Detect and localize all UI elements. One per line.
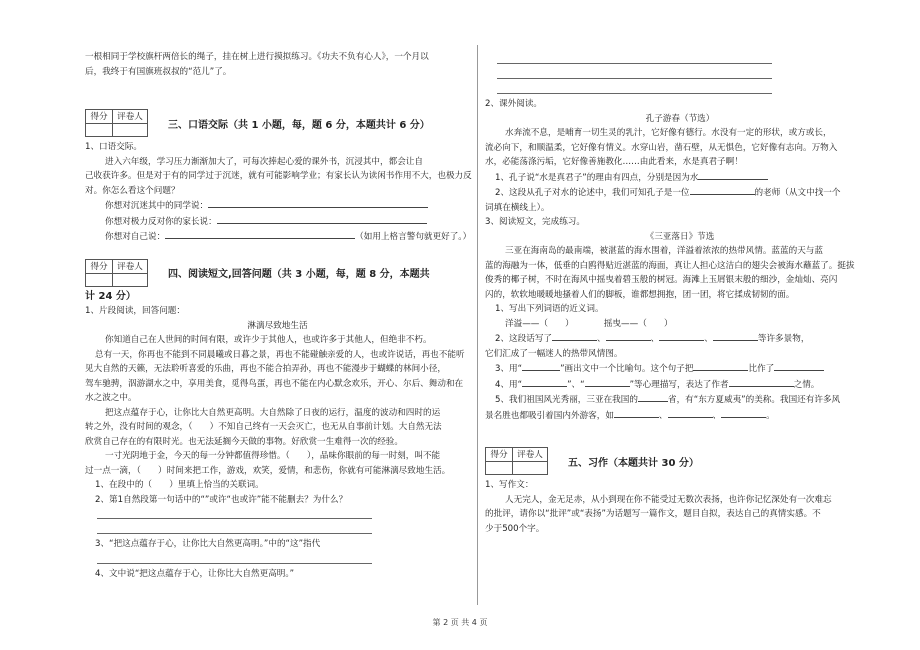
r1-question-4: 4、文中说“把这点蕴存于心，让你比大自然更高明。”: [95, 568, 295, 579]
r1-question-2: 2、第1自然段第一句话中的“”或许“也或许”能不能删去？为什么？: [95, 494, 348, 505]
q2-passage-line: 水，必能荡涤污垢，它好像善施教化……由此看来，水是真君子啊！: [485, 157, 743, 167]
reviewer-label: 评卷人: [513, 448, 547, 462]
answer-line[interactable]: [97, 507, 372, 519]
score-label: 得分: [86, 260, 113, 274]
answer-line[interactable]: [97, 552, 372, 564]
q1-prompt-2: 你想对极力反对你的家长说：: [85, 214, 470, 230]
r1-passage-line: 过一点一滴，（ ）时间来把工作，游戏，欢笑，爱情，和悲伤，你就有可能淋漓尽致地生活。: [85, 465, 451, 476]
answer-blank[interactable]: [614, 408, 659, 418]
r1-question-3: 3、“把这点蕴存于心，让你比大自然更高明。”中的“这”指代: [95, 539, 321, 549]
r1-passage-title: 淋漓尽致地生活: [247, 320, 308, 331]
q3-passage-line: 蓝的海融为一体，低垂的白鸥得贴近湛蓝的海面，真让人担心这洁白的翅尖会被海水蘸蓝了。挺拔: [485, 260, 855, 271]
answer-line[interactable]: [497, 67, 772, 79]
q2-passage-line: 流必向下，和顺温柔，它好像有情义。水穿山岩，凿石壁，从无惧色，它好像有志向。万物入: [485, 142, 838, 153]
answer-line[interactable]: [497, 52, 772, 64]
q3-question-5: 5、我们祖国风光秀丽，三亚在我国的 省，有“东方夏威夷”的美称。我国还有许多风: [485, 392, 875, 408]
q2-question-1: 1、孔子说“水是真君子”的理由有四点，分别是因为水: [485, 170, 875, 186]
answer-blank[interactable]: [522, 377, 567, 387]
r1-passage-line: 见大自然的天籁，无法聆听喜爱的乐曲，再也不能合拍弄孙，再也不能漫步于蝴蝶的林间小径，: [85, 364, 446, 374]
r1-passage-line: 转之外，没有时间的观念，（ ）不知自己终有一天会灭亡，也无从自事前计划。大自然无法: [85, 422, 442, 432]
answer-blank[interactable]: [638, 392, 668, 402]
q1-prompt-3: 你想对自己说： （如用上格言警句就更好了。）: [85, 229, 470, 245]
answer-blank[interactable]: [721, 408, 766, 418]
q2-title: 2、课外阅读。: [485, 99, 543, 109]
answer-blank[interactable]: [208, 198, 428, 208]
q1-title: 1、口语交际。: [85, 142, 143, 152]
q1-prompt-1: 你想对沉迷其中的同学说：: [85, 198, 470, 214]
q1-line-3: 对。你怎么看这个问题？: [85, 185, 180, 196]
q3-passage-line: 三亚在海南岛的最南端，被湛蓝的海水围着，洋溢着浓浓的热带风情。蓝蓝的天与蓝: [505, 246, 823, 256]
r1-passage-line: 欣赏自己存在的有限时光。也无法延搁今天做的事物。好欣赏一生难得一次的经验。: [85, 436, 403, 447]
right-column: [485, 50, 875, 536]
reviewer-blank[interactable]: [513, 462, 547, 474]
r1-passage-line: 驾车驰骋，泅游湖水之中，享用美食，觅得鸟蛋，再也不能在内心默念欢乐，开心、尔后、舞动和在: [85, 378, 464, 389]
w1-line-3: 少于500个字。: [485, 523, 545, 534]
q3-passage-title: 《三亚落日》节选: [645, 231, 715, 242]
r1-title: 1、片段阅读，回答问题：: [85, 306, 185, 316]
reviewer-label: 评卷人: [113, 260, 147, 274]
section-4-title: 四、阅读短文,回答问题（共 3 小题，每，题 8 分，本题共: [168, 269, 430, 280]
q1-line-1: 进入六年级，学习压力渐渐加大了，可每次捧起心爱的课外书，沉浸其中，都会让自: [105, 156, 423, 167]
answer-blank[interactable]: [552, 331, 597, 341]
section-3-title: 三、口语交际（共 1 小题，每，题 6 分，本题共计 6 分）: [168, 119, 430, 131]
score-box: [85, 259, 148, 287]
answer-line[interactable]: [97, 522, 372, 534]
section-5-header: [485, 447, 875, 475]
reviewer-label: 评卷人: [113, 110, 147, 124]
page-footer: 第 2 页 共 4 页: [432, 618, 488, 627]
q2-question-2-cont: 词填在横线上）。: [485, 202, 550, 213]
r1-passage-line: 一寸光阴地于金，今天的每一分钟都值得珍惜。（ ），品味你眼前的每一时刻，叫不能: [105, 451, 441, 461]
q3-question-4: 4、用“ ”、“ ”等心理描写，表达了作者 之情。: [485, 377, 875, 393]
r1-passage-line: 把这点蕴存于心，让你比大自然更高明。大自然除了日夜的运行，温度的波动和四时的运: [105, 407, 441, 418]
answer-line[interactable]: [497, 82, 772, 94]
section-4-header: [85, 259, 470, 287]
answer-blank[interactable]: [585, 377, 630, 387]
r1-question-1: 1、在段中的（ ）里填上恰当的关联词。: [95, 480, 264, 490]
section-5-title: 五、习作（本题共计 30 分）: [568, 457, 699, 469]
score-box: [485, 447, 548, 475]
answer-blank[interactable]: [659, 331, 704, 341]
score-blank[interactable]: [486, 462, 513, 474]
answer-blank[interactable]: [774, 361, 824, 371]
answer-blank[interactable]: [698, 170, 768, 180]
r1-passage-line: 水之波之中。: [85, 393, 137, 403]
answer-blank[interactable]: [729, 377, 794, 387]
w1-line-2: 的批评，请你以“批评”或“表扬”为话题写一篇作文，题目自拟，表达自己的真情实感。不: [485, 509, 821, 519]
score-blank[interactable]: [86, 124, 113, 136]
left-column: [85, 50, 470, 581]
w1-line-1: 人无完人，金无足赤，从小到现在你不能受过无数次表扬，也许你记忆深处有一次难忘: [505, 494, 832, 505]
intro-line-2: 后，我终于有国旗班叔叔的“范儿”了。: [85, 66, 232, 77]
q3-question-5-cont: 景名胜也都吸引着国内外游客，如 、 、 。: [485, 408, 875, 424]
q2-passage-line: 水奔流不息，是哺育一切生灵的乳汁，它好像有德行。水没有一定的形状，或方或长，: [505, 128, 832, 138]
score-label: 得分: [86, 110, 113, 124]
section-3-header: [85, 109, 470, 137]
r1-passage-line: 你知道自己在人世间的时间有限，或许少于其他人，也或许多于其他人，但绝非不朽。: [105, 335, 432, 345]
w1-title: 1、写作文：: [485, 480, 534, 490]
score-blank[interactable]: [86, 274, 113, 286]
answer-blank[interactable]: [606, 331, 651, 341]
reviewer-blank[interactable]: [113, 124, 147, 136]
answer-blank[interactable]: [713, 331, 758, 341]
score-label: 得分: [486, 448, 513, 462]
answer-blank[interactable]: [522, 361, 560, 371]
r1-passage-line: 总有一天，你再也不能到不同晨曦或日暮之景，再也不能碰触亲爱的人，也或许说话，再也不能听: [95, 349, 465, 360]
q3-question-3: 3、用“ ”画出文中一个比喻句。这个句子把 比作了: [485, 361, 875, 377]
answer-blank[interactable]: [693, 361, 748, 371]
q3-question-2: 2、这段话写了 、 、 、 等许多景物，: [485, 331, 875, 347]
q3-passage-line: 闪的，软软地暖暖地搔着人们的脚板，谁都想拥抱，团一团，将它揉成韧韧的面。: [485, 289, 795, 300]
q2-passage-title: 孔子游春（节选）: [645, 113, 715, 124]
q3-question-1: 1、写出下列词语的近义词。: [495, 304, 604, 314]
answer-blank[interactable]: [690, 185, 755, 195]
score-box: [85, 109, 148, 137]
q1-line-2: 己收获许多。但是对于有的同学过于沉迷，就有可能影响学业；有家长认为读闲书作用不大，也极力反: [85, 171, 472, 181]
answer-blank[interactable]: [668, 408, 713, 418]
section-4-title-cont: 计 24 分）: [85, 290, 136, 302]
q2-question-2: 2、这段从孔子对水的论述中，我们可知孔子是一位 的老师（从文中找一个: [485, 185, 875, 201]
q3-passage-line: 俊秀的椰子树，不时在海风中摇曳着碧玉般的树冠。海滩上玉屑银末般的细沙，金灿灿、亮闪: [485, 275, 838, 285]
q3-title: 3、阅读短文，完成练习。: [485, 217, 585, 227]
q3-question-2-cont: 它们汇成了一幅迷人的热带风情图。: [485, 348, 623, 359]
answer-blank[interactable]: [165, 229, 355, 239]
intro-line-1: 一根相同于学校旗杆两倍长的绳子，挂在树上进行摸拟练习。《功夫不负有心人》，一个月以: [85, 52, 429, 62]
reviewer-blank[interactable]: [113, 274, 147, 286]
q3-synonyms: 洋溢——（ ） 摇曳——（ ）: [505, 318, 673, 329]
answer-blank[interactable]: [217, 214, 427, 224]
column-divider: [477, 45, 478, 605]
